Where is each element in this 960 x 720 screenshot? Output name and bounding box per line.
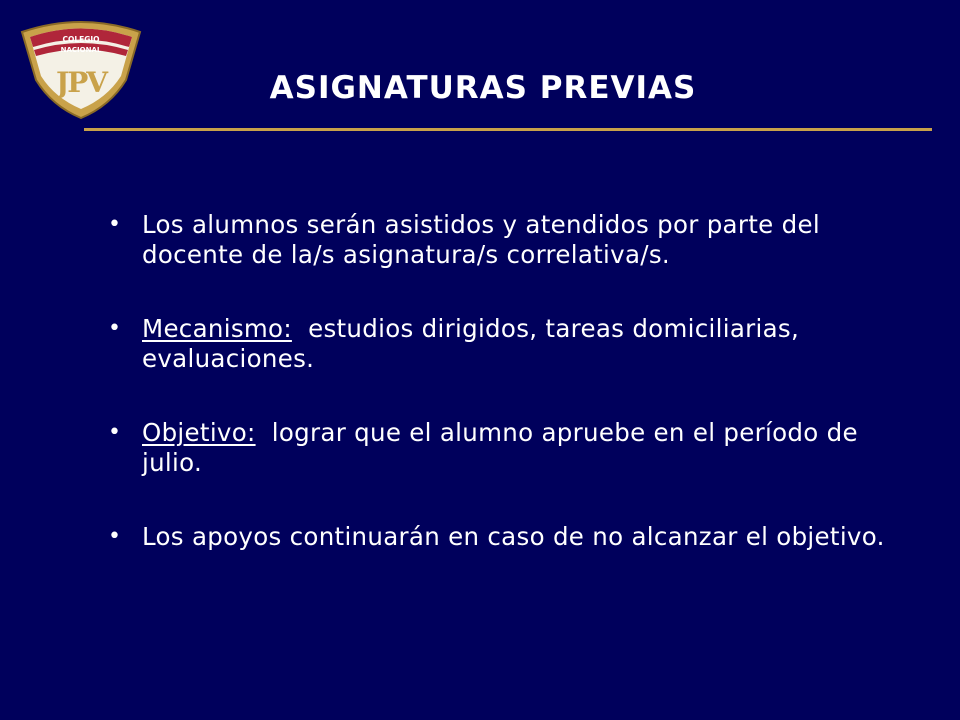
bullet-marker: •	[108, 420, 122, 445]
bullet-text: Los apoyos continuarán en caso de no alcanzar el objetivo.	[142, 522, 885, 551]
bullet-item-mecanismo	[108, 314, 888, 374]
slide-title: ASIGNATURAS PREVIAS	[269, 70, 697, 106]
title-underline-rule	[84, 128, 932, 131]
bullet-text: estudios dirigidos, tareas domiciliarias, evaluaciones.	[142, 314, 808, 373]
bullet-text: Los alumnos serán asistidos y atendidos por parte del docente de la/s asignatura/s correlativa/s.	[142, 210, 820, 269]
bullet-item-objetivo	[108, 418, 888, 478]
bullet-marker: •	[108, 212, 122, 237]
bullet-marker: •	[108, 316, 122, 341]
bullet-item-asistencia	[108, 210, 888, 270]
bullet-item-apoyos	[108, 522, 888, 552]
bullet-label: Mecanismo:	[142, 314, 292, 343]
bullet-text: lograr que el alumno apruebe en el período de julio.	[142, 418, 866, 477]
bullet-label: Objetivo:	[142, 418, 256, 447]
logo-text-colegio: COLEGIO	[62, 35, 100, 44]
bullet-marker: •	[108, 524, 122, 549]
logo-text-nacional: NACIONAL	[60, 46, 102, 54]
logo-monogram: JPV	[55, 66, 107, 99]
bullet-list	[108, 210, 888, 552]
